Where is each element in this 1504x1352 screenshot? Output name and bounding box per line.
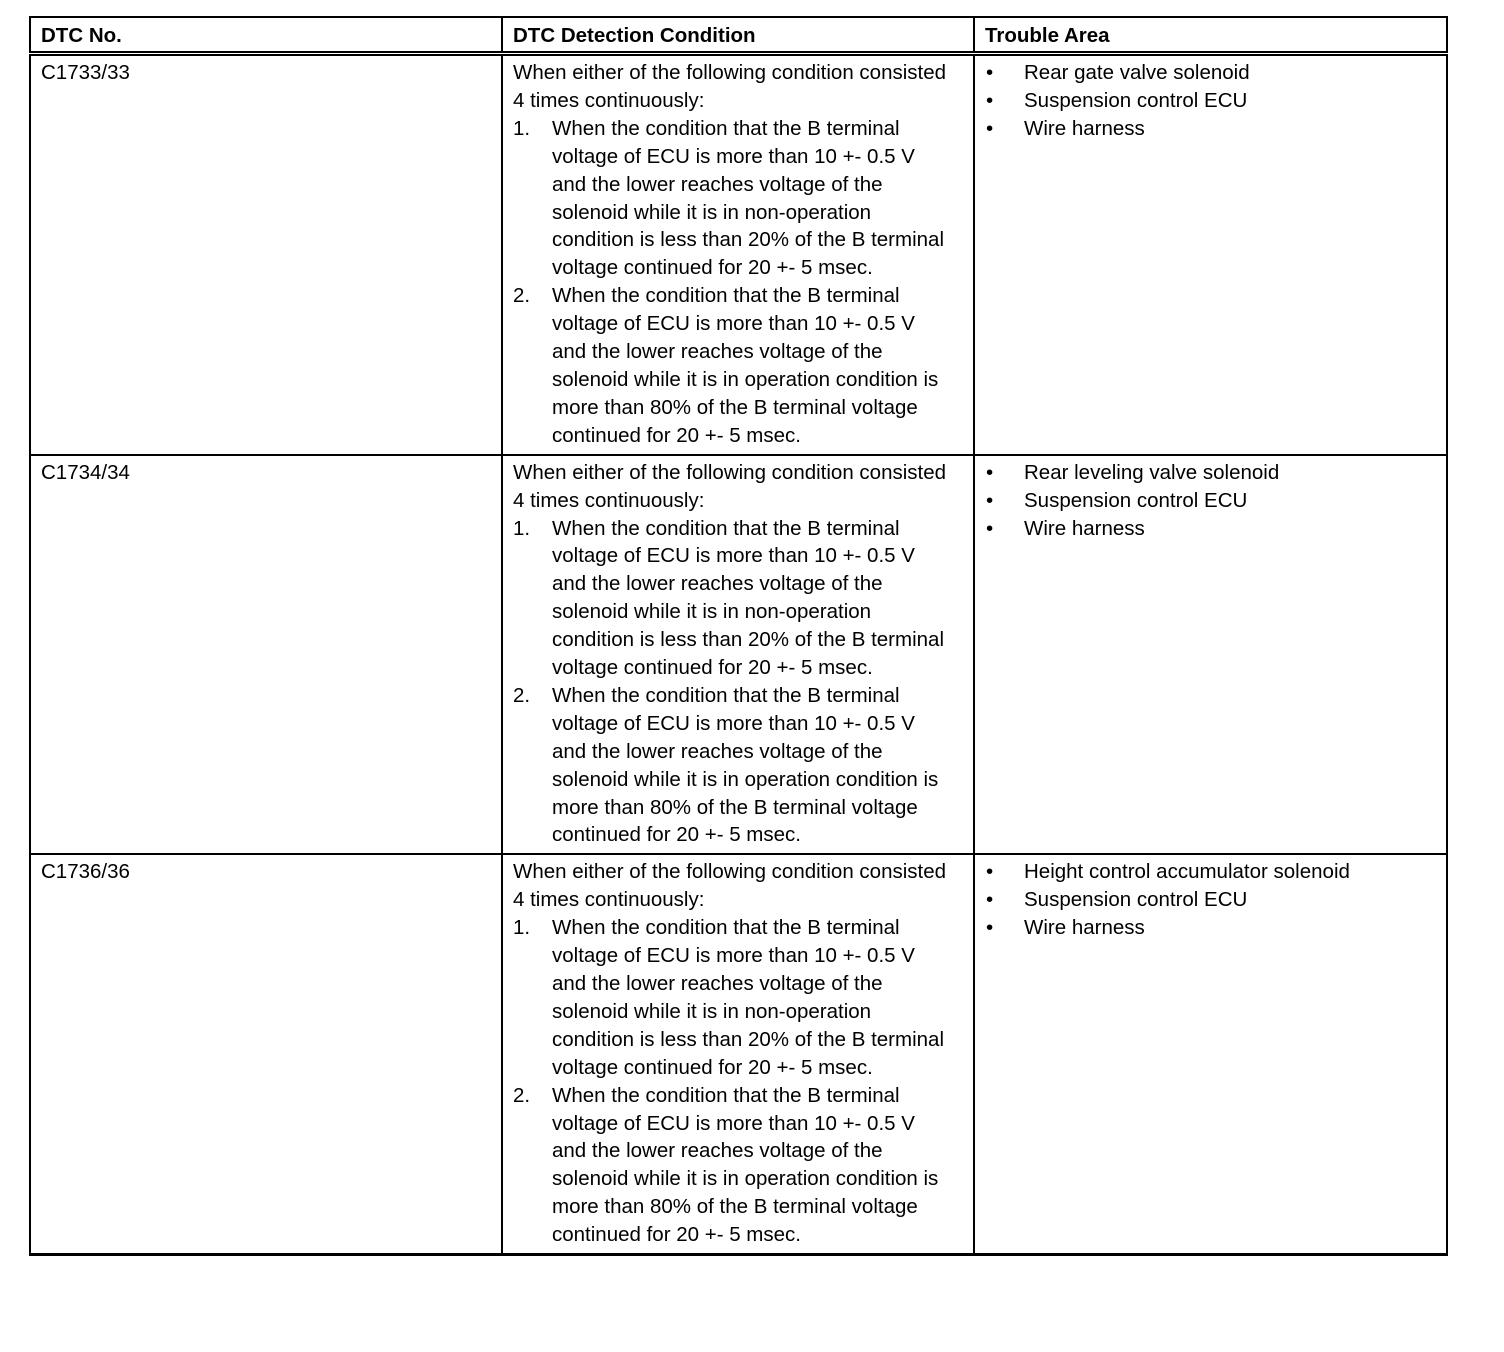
trouble-area-item xyxy=(985,87,1436,115)
trouble-area-text: Rear gate valve solenoid xyxy=(1024,61,1250,84)
bullet-icon: • xyxy=(986,888,994,912)
condition-item xyxy=(513,1082,963,1249)
condition-list xyxy=(513,115,963,450)
detection-condition-cell xyxy=(502,854,974,1254)
trouble-area-text: Rear leveling valve solenoid xyxy=(1024,460,1280,484)
dtc-table xyxy=(29,16,1448,1256)
header-dtc-no: DTC No. xyxy=(30,17,502,54)
condition-text: When the condition that the B terminal voltage of ECU is more than 10 +- 0.5 V and the lower reaches voltage of the solenoid while it is in operation condition is more than 80% of the B terminal voltage continued for 20 +- 5 msec. xyxy=(552,683,939,847)
trouble-area-item xyxy=(985,858,1436,886)
trouble-area-item xyxy=(985,515,1436,543)
condition-text: When the condition that the B terminal voltage of ECU is more than 10 +- 0.5 V and the lower reaches voltage of the solenoid while it is in non-operation condition is less than 20% of the B terminal voltage continued for 20 +- 5 msec. xyxy=(552,516,944,680)
condition-text: When the condition that the B terminal voltage of ECU is more than 10 +- 0.5 V and the lower reaches voltage of the solenoid while it is in operation condition is more than 80% of the B terminal voltage continued for 20 +- 5 msec. xyxy=(552,1083,939,1247)
trouble-area-list xyxy=(985,459,1436,543)
trouble-area-item xyxy=(985,914,1436,942)
dtc-code: C1733/33 xyxy=(30,54,502,455)
header-detection-condition: DTC Detection Condition xyxy=(502,17,974,54)
condition-item xyxy=(513,914,963,1081)
trouble-area-text: Wire harness xyxy=(1024,116,1145,140)
condition-item xyxy=(513,515,963,682)
condition-item xyxy=(513,115,963,282)
condition-list xyxy=(513,914,963,1249)
trouble-area-text: Height control accumulator solenoid xyxy=(1024,860,1350,884)
condition-text: When the condition that the B terminal voltage of ECU is more than 10 +- 0.5 V and the lower reaches voltage of the solenoid while it is in non-operation condition is less than 20% of the B terminal voltage continued for 20 +- 5 msec. xyxy=(552,116,944,280)
condition-intro: When either of the following condition consisted 4 times continuously: xyxy=(513,860,947,912)
header-row xyxy=(30,17,1447,54)
detection-condition-cell xyxy=(502,455,974,855)
table-header xyxy=(30,17,1447,54)
condition-number: 1. xyxy=(513,916,531,940)
condition-number: 1. xyxy=(513,516,531,540)
trouble-area-item xyxy=(985,59,1436,87)
table-row xyxy=(30,54,1447,455)
trouble-area-cell xyxy=(974,455,1447,855)
condition-number: 2. xyxy=(513,683,531,707)
trouble-area-text: Wire harness xyxy=(1024,516,1145,540)
condition-item xyxy=(513,682,963,849)
bullet-icon: • xyxy=(986,516,994,540)
condition-list xyxy=(513,515,963,850)
trouble-area-text: Suspension control ECU xyxy=(1024,488,1248,512)
trouble-area-item xyxy=(985,886,1436,914)
detection-condition-cell xyxy=(502,54,974,455)
header-trouble-area: Trouble Area xyxy=(974,17,1447,54)
trouble-area-list xyxy=(985,59,1436,143)
bullet-icon: • xyxy=(986,860,994,884)
condition-intro: When either of the following condition consisted 4 times continuously: xyxy=(513,61,947,112)
bullet-icon: • xyxy=(986,116,994,140)
dtc-code: C1736/36 xyxy=(30,854,502,1254)
trouble-area-list xyxy=(985,858,1436,942)
trouble-area-cell xyxy=(974,54,1447,455)
condition-number: 2. xyxy=(513,284,531,308)
condition-item xyxy=(513,282,963,449)
trouble-area-item xyxy=(985,487,1436,515)
condition-number: 1. xyxy=(513,116,531,140)
table-row xyxy=(30,854,1447,1254)
condition-intro: When either of the following condition consisted 4 times continuously: xyxy=(513,460,947,512)
trouble-area-text: Suspension control ECU xyxy=(1024,88,1248,112)
bullet-icon: • xyxy=(986,916,994,940)
trouble-area-text: Wire harness xyxy=(1024,916,1145,940)
trouble-area-text: Suspension control ECU xyxy=(1024,888,1248,912)
bullet-icon: • xyxy=(986,460,994,484)
trouble-area-cell xyxy=(974,854,1447,1254)
trouble-area-item xyxy=(985,459,1436,487)
bullet-icon: • xyxy=(986,61,994,84)
table-row xyxy=(30,455,1447,855)
condition-text: When the condition that the B terminal voltage of ECU is more than 10 +- 0.5 V and the lower reaches voltage of the solenoid while it is in non-operation condition is less than 20% of the B terminal voltage continued for 20 +- 5 msec. xyxy=(552,916,944,1079)
trouble-area-item xyxy=(985,115,1436,143)
bullet-icon: • xyxy=(986,88,994,112)
table-body xyxy=(30,54,1447,1255)
dtc-code: C1734/34 xyxy=(30,455,502,855)
bullet-icon: • xyxy=(986,488,994,512)
condition-number: 2. xyxy=(513,1083,531,1107)
condition-text: When the condition that the B terminal voltage of ECU is more than 10 +- 0.5 V and the lower reaches voltage of the solenoid while it is in operation condition is more than 80% of the B terminal voltage continued for 20 +- 5 msec. xyxy=(552,284,939,447)
